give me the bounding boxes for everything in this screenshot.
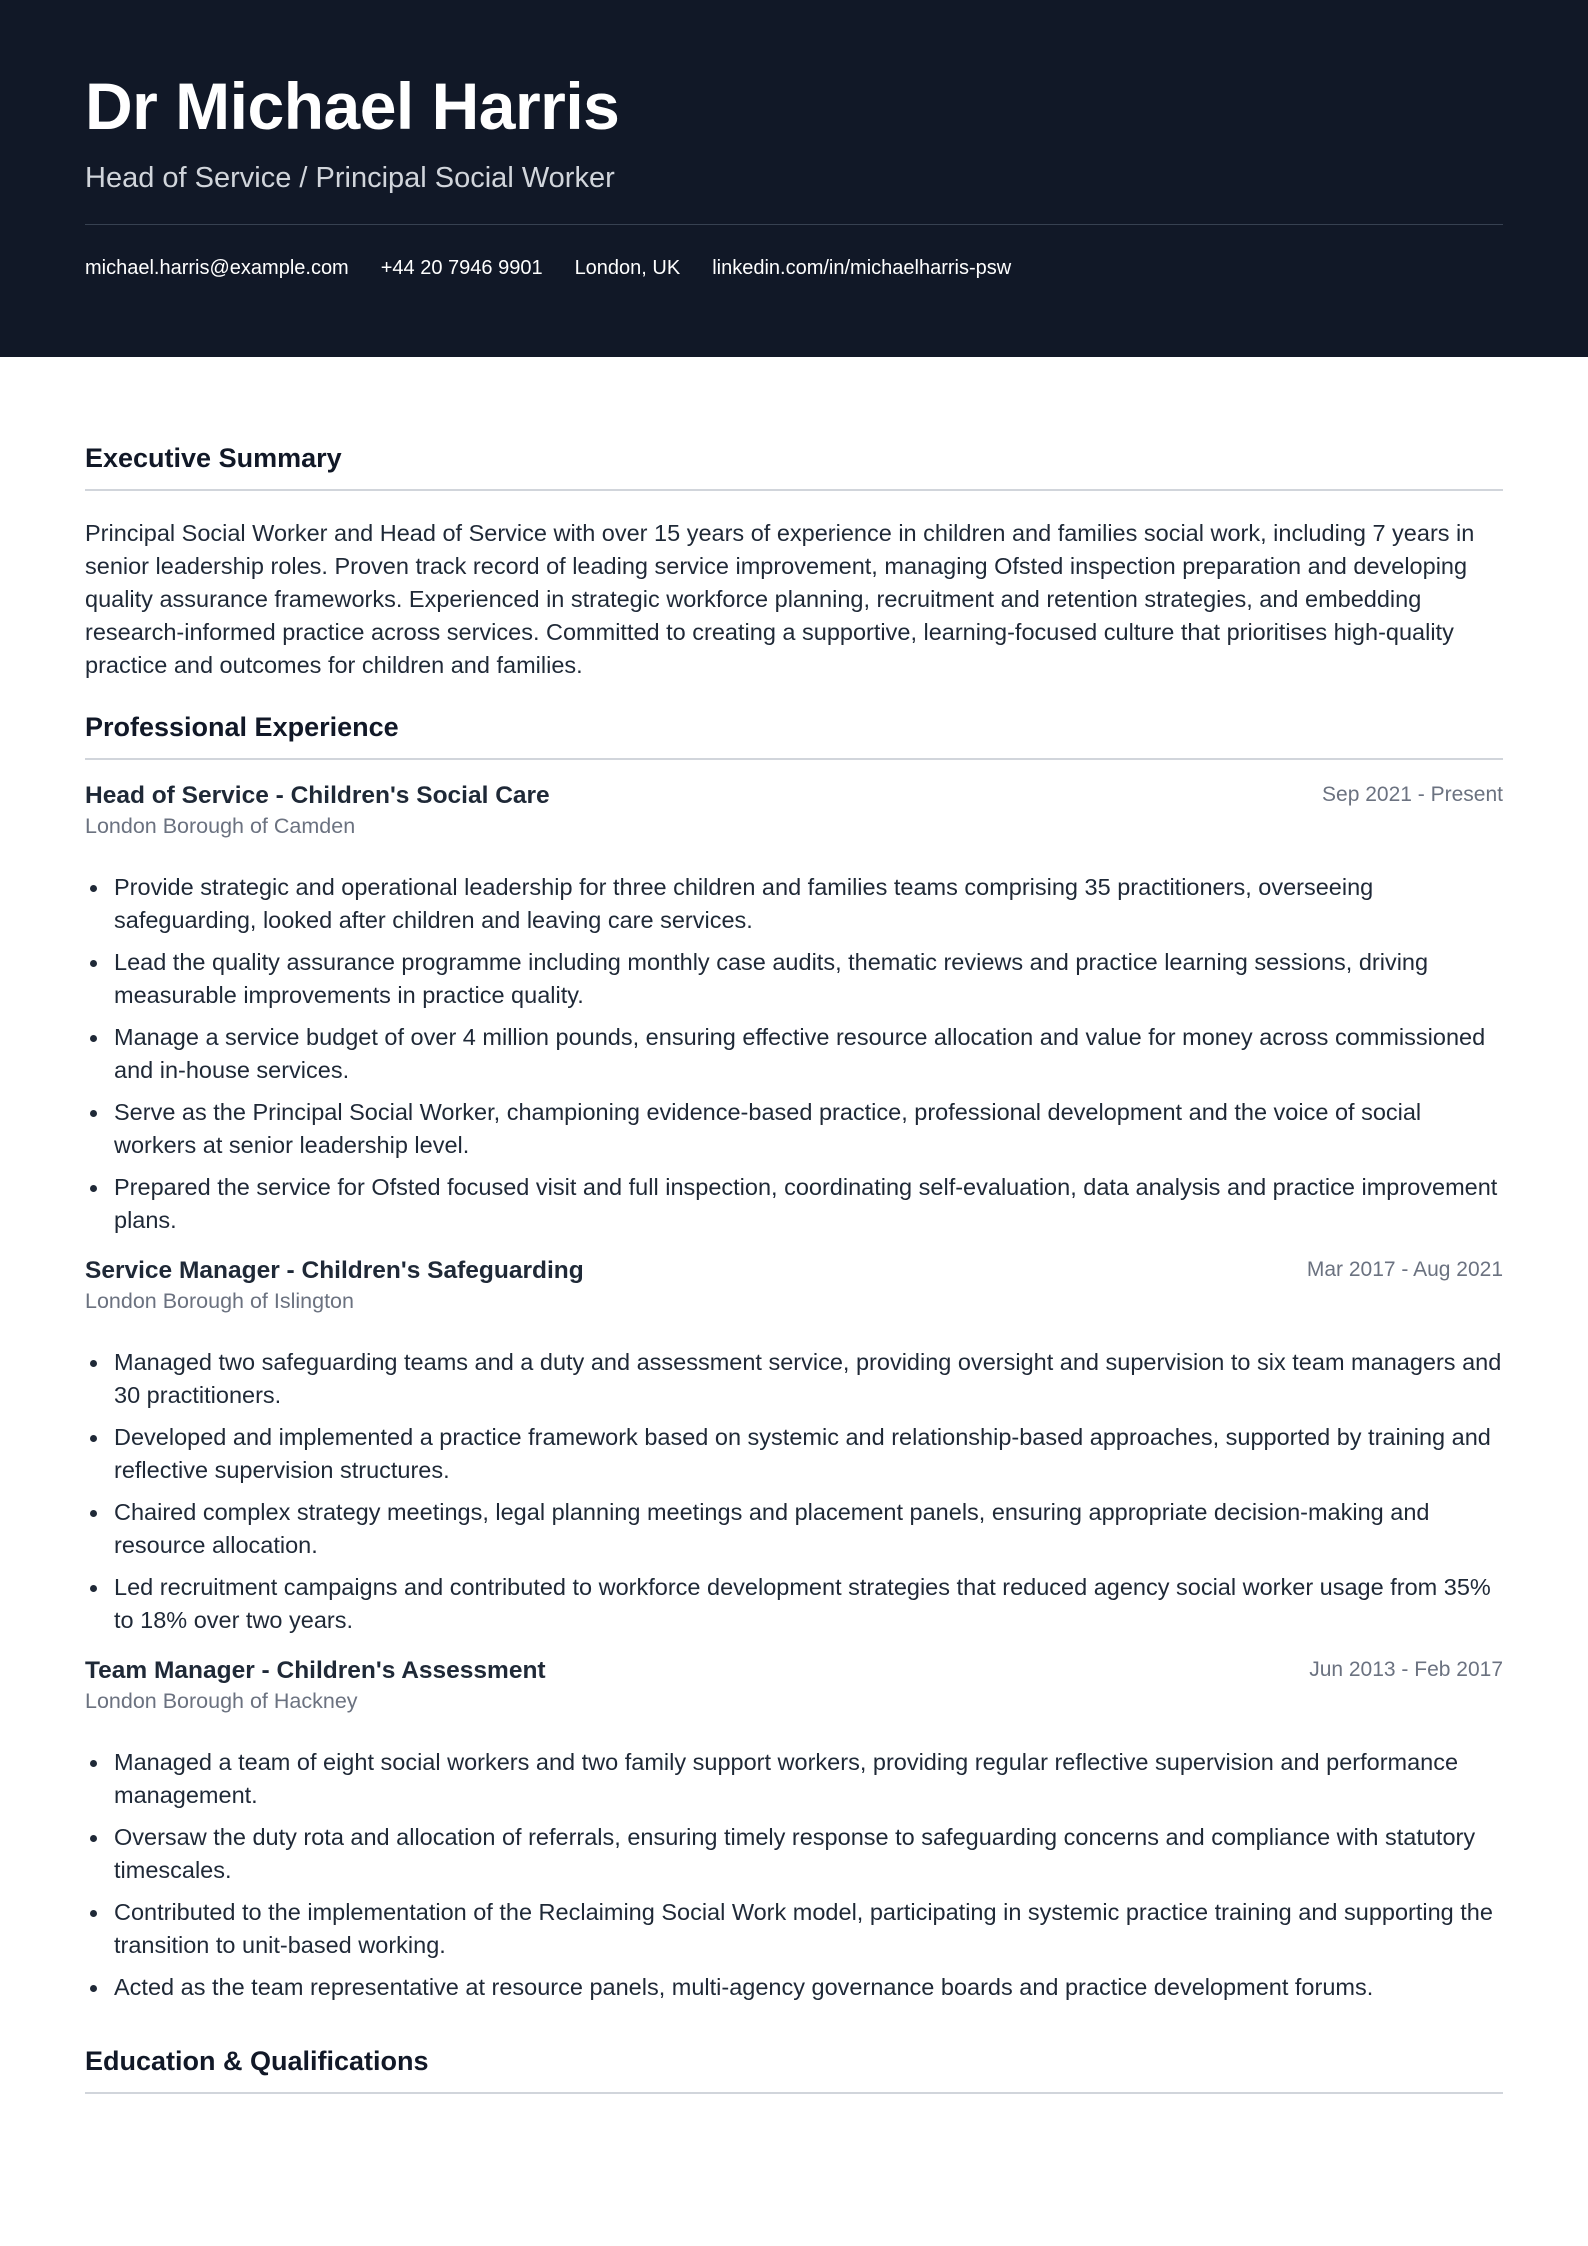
header-divider bbox=[85, 224, 1503, 225]
list-item: Chaired complex strategy meetings, legal planning meetings and placement panels, ensuring appropriate decision-making and resource allocation. bbox=[85, 1496, 1503, 1562]
list-item: Oversaw the duty rota and allocation of referrals, ensuring timely response to safeguarding concerns and compliance with statutory timescales. bbox=[85, 1821, 1503, 1887]
section-heading-experience: Professional Experience bbox=[85, 712, 399, 742]
contact-list bbox=[85, 257, 1503, 280]
job-role: Service Manager - Children's Safeguarding bbox=[85, 1257, 584, 1284]
list-item: Managed two safeguarding teams and a duty and assessment service, providing oversight and supervision to six team managers and 30 practitioners. bbox=[85, 1346, 1503, 1412]
section-heading-education: Education & Qualifications bbox=[85, 2046, 429, 2076]
experience-section bbox=[85, 710, 1503, 2004]
job-organization: London Borough of Camden bbox=[85, 814, 356, 838]
job-dates: Mar 2017 - Aug 2021 bbox=[1306, 1258, 1503, 1281]
section-heading-summary: Executive Summary bbox=[85, 443, 342, 473]
job-entry bbox=[85, 1255, 1503, 1637]
job-organization: London Borough of Hackney bbox=[85, 1689, 358, 1713]
contact-email[interactable]: michael.harris@example.com bbox=[85, 257, 349, 279]
list-item: Led recruitment campaigns and contributed to workforce development strategies that reduced agency social worker usage from 35% to 18% over two years. bbox=[85, 1571, 1503, 1637]
list-item: Manage a service budget of over 4 million pounds, ensuring effective resource allocation and value for money across commissioned and in-house services. bbox=[85, 1021, 1503, 1087]
education-section bbox=[85, 2044, 1503, 2094]
job-entry bbox=[85, 780, 1503, 1237]
list-item: Provide strategic and operational leadership for three children and families teams comprising 35 practitioners, overseeing safeguarding, looked after children and leaving care services. bbox=[85, 871, 1503, 937]
list-item: Developed and implemented a practice framework based on systemic and relationship-based approaches, supported by training and reflective supervision structures. bbox=[85, 1421, 1503, 1487]
list-item: Acted as the team representative at resource panels, multi-agency governance boards and practice development forums. bbox=[85, 1971, 1503, 2004]
contact-phone[interactable]: +44 20 7946 9901 bbox=[380, 257, 543, 279]
candidate-title: Head of Service / Principal Social Worker bbox=[85, 162, 615, 194]
contact-linkedin[interactable]: linkedin.com/in/michaelharris-psw bbox=[712, 257, 1012, 279]
job-bullets bbox=[85, 1346, 1503, 1637]
candidate-name: Dr Michael Harris bbox=[85, 69, 620, 143]
section-divider bbox=[85, 489, 1503, 491]
job-role: Team Manager - Children's Assessment bbox=[85, 1657, 546, 1684]
list-item: Serve as the Principal Social Worker, championing evidence-based practice, professional development and the voice of social workers at senior leadership level. bbox=[85, 1096, 1503, 1162]
job-bullets bbox=[85, 1746, 1503, 2004]
summary-section bbox=[85, 441, 1503, 682]
list-item: Managed a team of eight social workers and two family support workers, providing regular reflective supervision and performance management. bbox=[85, 1746, 1503, 1812]
job-dates: Jun 2013 - Feb 2017 bbox=[1309, 1658, 1503, 1681]
contact-location: London, UK bbox=[574, 257, 681, 279]
summary-text: Principal Social Worker and Head of Service with over 15 years of experience in children and families social work, including 7 years in senior leadership roles. Proven track record of leading service improvement, managing Ofsted inspection preparation and developing quality assurance frameworks. Experienced in strategic workforce planning, recruitment and retention strategies, and embedding research-informed practice across services. Committed to creating a supportive, learning-focused culture that prioritises high-quality practice and outcomes for children and families. bbox=[85, 520, 1475, 678]
job-dates: Sep 2021 - Present bbox=[1322, 783, 1503, 806]
list-item: Prepared the service for Ofsted focused visit and full inspection, coordinating self-evaluation, data analysis and practice improvement plans. bbox=[85, 1171, 1503, 1237]
section-divider bbox=[85, 2092, 1503, 2094]
list-item: Lead the quality assurance programme including monthly case audits, thematic reviews and practice learning sessions, driving measurable improvements in practice quality. bbox=[85, 946, 1503, 1012]
list-item: Contributed to the implementation of the Reclaiming Social Work model, participating in systemic practice training and supporting the transition to unit-based working. bbox=[85, 1896, 1503, 1962]
job-organization: London Borough of Islington bbox=[85, 1289, 354, 1313]
resume-body bbox=[0, 357, 1588, 2094]
job-entry bbox=[85, 1655, 1503, 2004]
resume-header bbox=[0, 0, 1588, 357]
job-bullets bbox=[85, 871, 1503, 1237]
section-divider bbox=[85, 758, 1503, 760]
job-role: Head of Service - Children's Social Care bbox=[85, 782, 550, 809]
